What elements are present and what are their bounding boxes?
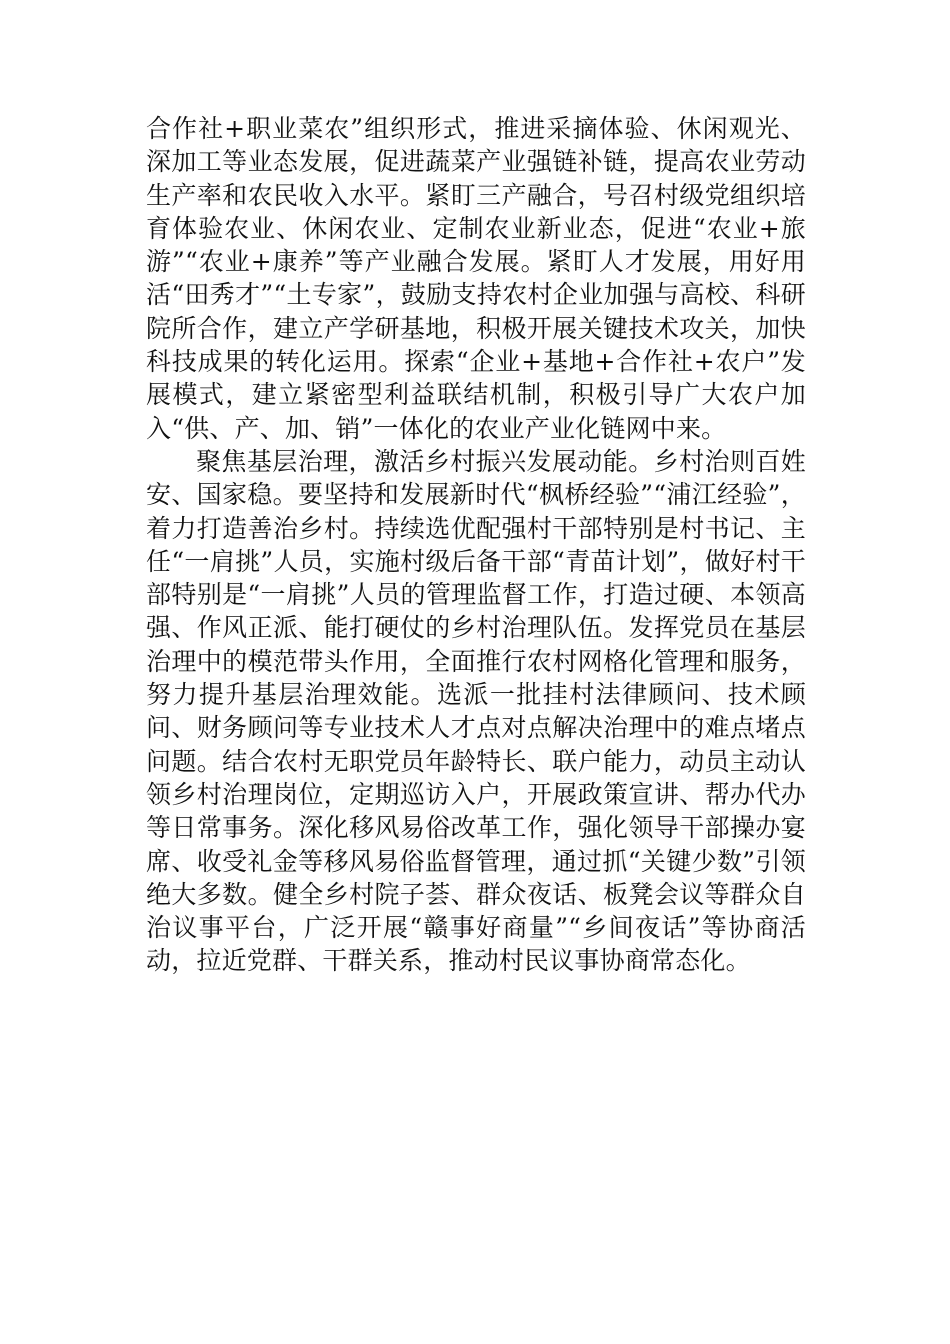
document-page (146, 112, 806, 978)
paragraph-grassroots-governance: 聚焦基层治理，激活乡村振兴发展动能。乡村治则百姓安、国家稳。要坚持和发展新时代“枫桥经验”“浦江经验”，着力打造善治乡村。持续选优配强村干部特别是村书记、主任“一肩挑”人员，实施村级后备干部“青苗计划”，做好村干部特别是“一肩挑”人员的管理监督工作，打造过硬、本领高强、作风正派、能打硬仗的乡村治理队伍。发挥党员在基层治理中的模范带头作用，全面推行农村网格化管理和服务，努力提升基层治理效能。选派一批挂村法律顾问、技术顾问、财务顾问等专业技术人才点对点解决治理中的难点堵点问题。结合农村无职党员年龄特长、联户能力，动员主动认领乡村治理岗位，定期巡访入户，开展政策宣讲、帮办代办等日常事务。深化移风易俗改革工作，强化领导干部操办宴席、收受礼金等移风易俗监督管理，通过抓“关键少数”引领绝大多数。健全乡村院子荟、群众夜话、板凳会议等群众自治议事平台，广泛开展“赣事好商量”“乡间夜话”等协商活动，拉近党群、干群关系，推动村民议事协商常态化。 (146, 446, 806, 976)
paragraph-continuation: 合作社+职业菜农”组织形式，推进采摘体验、休闲观光、深加工等业态发展，促进蔬菜产业强链补链，提高农业劳动生产率和农民收入水平。紧盯三产融合，号召村级党组织培育体验农业、休闲农业、定制农业新业态，促进“农业+旅游”“农业+康养”等产业融合发展。紧盯人才发展，用好用活“田秀才”“土专家”，鼓励支持农村企业加强与高校、科研院所合作，建立产学研基地，积极开展关键技术攻关，加快科技成果的转化运用。探索“企业+基地+合作社+农户”发展模式，建立紧密型利益联结机制，积极引导广大农户加入“供、产、加、销”一体化的农业产业化链网中来。 (146, 114, 806, 443)
